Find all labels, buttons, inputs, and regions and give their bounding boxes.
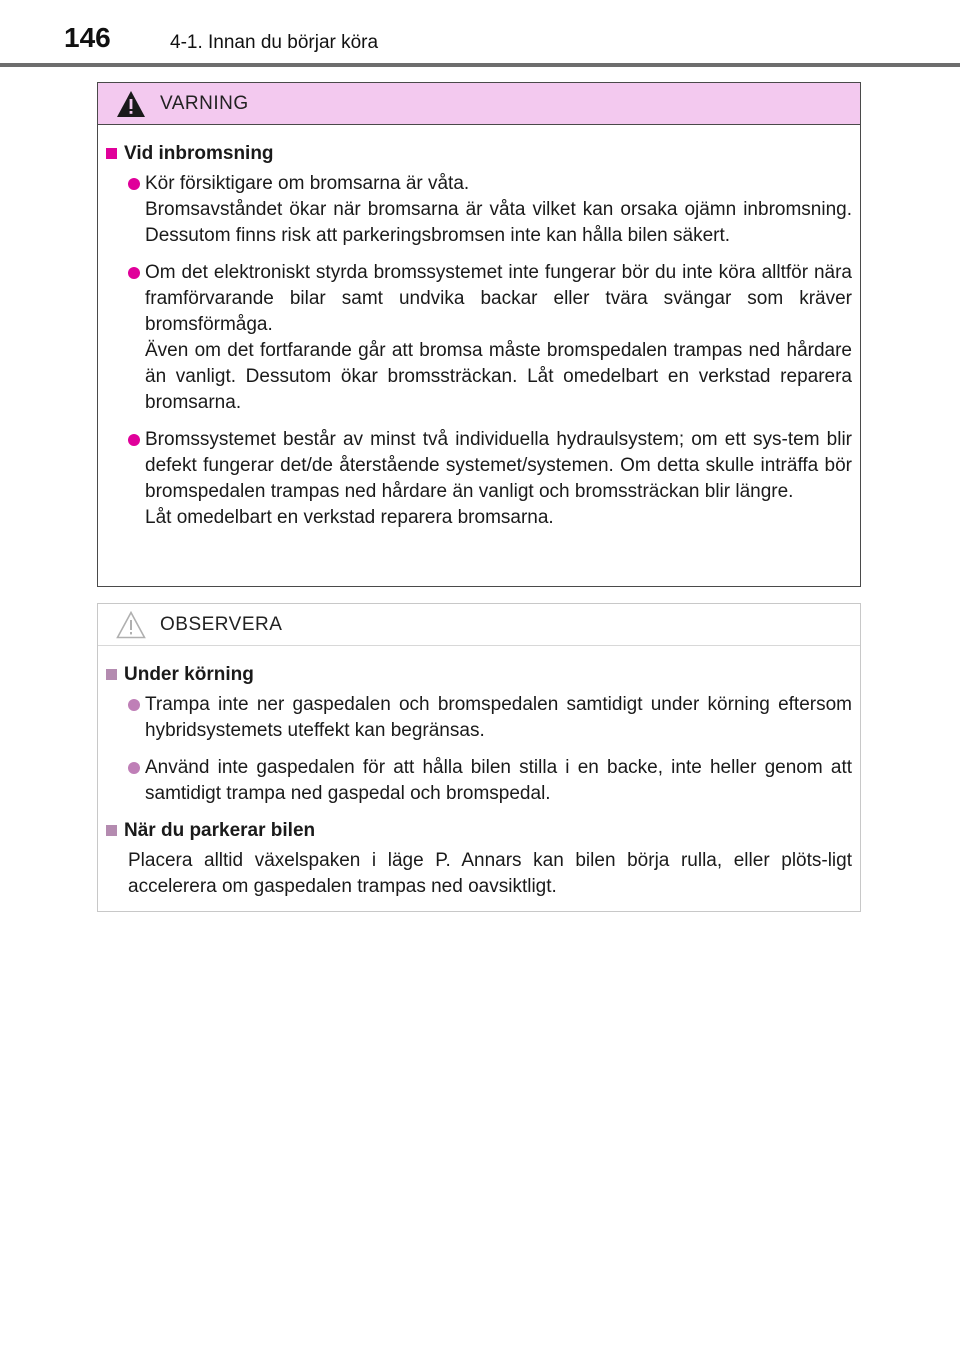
paragraph: Kör försiktigare om bromsarna är våta. xyxy=(145,173,470,194)
notice-topic-title: Under körning xyxy=(124,664,254,685)
warning-label: VARNING xyxy=(160,92,249,114)
square-bullet-icon xyxy=(106,148,117,159)
list-item xyxy=(128,755,852,807)
paragraph: Placera alltid växelspaken i läge P. Annars kan bilen börja rulla, eller plöts-ligt accelerera om gaspedalen trampas ned oavsiktligt. xyxy=(128,850,852,897)
section-title: 4-1. Innan du börjar köra xyxy=(170,32,379,53)
round-bullet-icon xyxy=(128,699,140,711)
warning-body xyxy=(98,125,860,531)
list-item xyxy=(128,427,852,531)
round-bullet-icon xyxy=(128,762,140,774)
list-item xyxy=(128,260,852,416)
header-rule xyxy=(0,63,960,67)
page-number: 146 xyxy=(64,22,111,53)
list-item xyxy=(128,171,852,249)
notice-topic-title: När du parkerar bilen xyxy=(124,820,316,841)
notice-label: OBSERVERA xyxy=(160,613,283,635)
warning-topic-title: Vid inbromsning xyxy=(124,143,274,164)
page-header xyxy=(0,0,960,64)
square-bullet-icon xyxy=(106,669,117,680)
notice-topic-2 xyxy=(106,818,852,844)
warning-header xyxy=(98,83,860,125)
paragraph: Om det elektroniskt styrda bromssystemet inte fungerar bör du inte köra alltför nära framförvarande bilar samt undvika backar eller tvära svängar som kräver bromsförmåga. xyxy=(145,262,852,335)
paragraph: Bromssystemet består av minst två individuella hydraulsystem; om ett sys-tem blir defekt fungerar det/de återstående systemet/systemen. Om detta skulle inträffa bör bromspedalen trampas ned hårdare än vanligt och bromssträckan blir längre. xyxy=(145,429,852,502)
warning-triangle-icon xyxy=(116,90,146,118)
warning-box xyxy=(97,82,861,587)
notice-topic-1 xyxy=(106,662,852,688)
paragraph: Även om det fortfarande går att bromsa måste bromspedalen trampas ned hårdare än vanligt. Dessutom ökar bromssträckan. Låt omedelbart en verkstad reparera bromsarna. xyxy=(145,340,852,413)
caution-triangle-icon xyxy=(116,611,146,639)
paragraph: Låt omedelbart en verkstad reparera bromsarna. xyxy=(145,507,554,528)
warning-topic xyxy=(106,141,852,167)
paragraph: Bromsavståndet ökar när bromsarna är våta vilket kan orsaka ojämn inbromsning. Dessutom finns risk att parkeringsbromsen inte kan hålla bilen säkert. xyxy=(145,199,852,246)
list-item xyxy=(128,692,852,744)
round-bullet-icon xyxy=(128,434,140,446)
square-bullet-icon xyxy=(106,825,117,836)
notice-box xyxy=(97,603,861,912)
paragraph: Använd inte gaspedalen för att hålla bilen stilla i en backe, inte heller genom att samtidigt trampa ned gaspedal och bromspedal. xyxy=(145,757,852,804)
notice-body xyxy=(98,646,860,900)
paragraph: Trampa inte ner gaspedalen och bromspedalen samtidigt under körning eftersom hybridsystemets uteffekt kan begränsas. xyxy=(145,694,852,741)
notice-header xyxy=(98,604,860,646)
round-bullet-icon xyxy=(128,178,140,190)
round-bullet-icon xyxy=(128,267,140,279)
